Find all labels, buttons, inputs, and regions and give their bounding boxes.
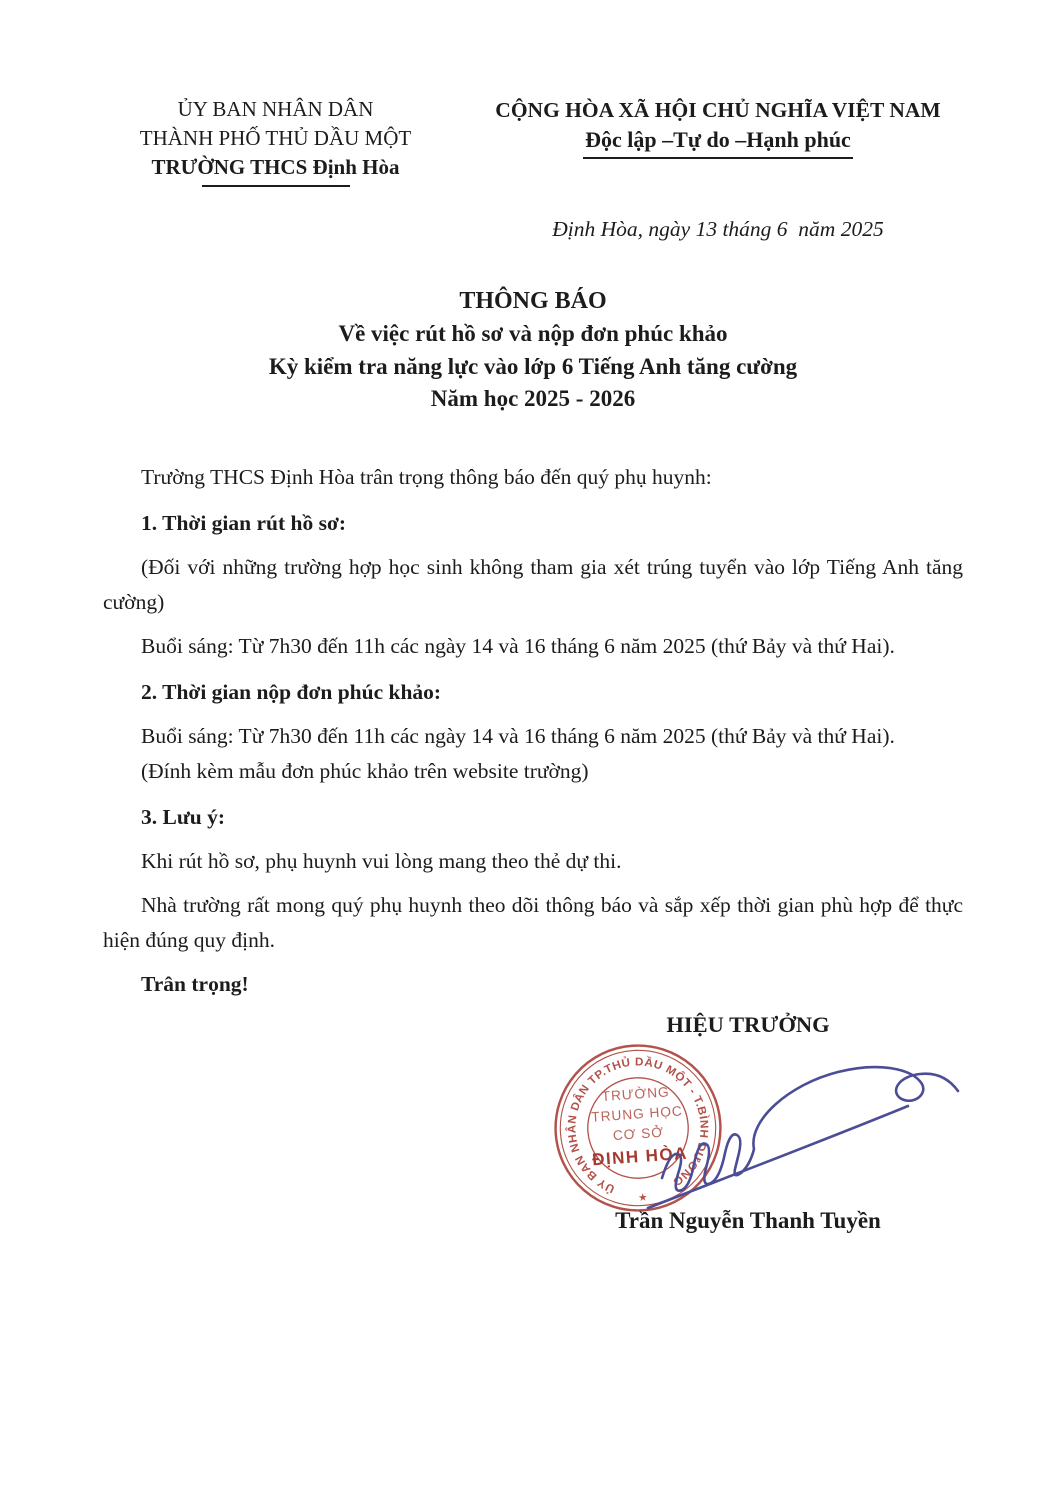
- national-motto: Độc lập –Tự do –Hạnh phúc: [583, 125, 853, 159]
- school-name: TRƯỜNG THCS Định Hòa: [151, 154, 400, 179]
- stamp-center-line-1: TRƯỜNG: [601, 1084, 671, 1105]
- stamp-and-signature-zone: [533, 1038, 963, 1208]
- document-subtitle-3: Năm học 2025 - 2026: [430, 386, 636, 412]
- national-title: CỘNG HÒA XÃ HỘI CHỦ NGHĨA VIỆT NAM: [495, 98, 941, 122]
- stamp-star-icon: ★: [637, 1192, 648, 1205]
- document-title: THÔNG BÁO: [459, 287, 607, 314]
- section-3-paragraph-2: Nhà trường rất mong quý phụ huynh theo dõi thông báo và sắp xếp thời gian phù hợp để thực hiện đúng quy định.: [103, 892, 963, 952]
- signature-strokes: [648, 1067, 958, 1208]
- stamp-center-line-3: CƠ SỞ: [612, 1124, 665, 1144]
- signer-name: Trần Nguyễn Thanh Tuyền: [615, 1207, 881, 1233]
- header-left-underline: [202, 185, 350, 187]
- stamp-ring-text: ỦY BAN NHÂN DÂN TP.THỦ DẦU MỘT - T.BÌNH DƯƠNG: [566, 1056, 710, 1195]
- section-2-time: Buổi sáng: Từ 7h30 đến 11h các ngày 14 và 16 tháng 6 năm 2025 (thứ Bảy và thứ Hai).: [141, 723, 895, 748]
- national-motto-block: [473, 95, 963, 159]
- document-subtitle-1: Về việc rút hồ sơ và nộp đơn phúc khảo: [338, 320, 728, 346]
- signature-block: [533, 1012, 963, 1234]
- issuing-authority-block: [103, 95, 448, 187]
- closing-line: Trân trọng!: [141, 971, 249, 996]
- section-2-note: (Đính kèm mẫu đơn phúc khảo trên website trường): [141, 758, 589, 783]
- section-3-paragraph-1: Khi rút hồ sơ, phụ huynh vui lòng mang theo thẻ dự thi.: [141, 848, 622, 873]
- document-subtitle-2: Kỳ kiểm tra năng lực vào lớp 6 Tiếng Anh tăng cường: [268, 353, 798, 379]
- section-2-heading: 2. Thời gian nộp đơn phúc khảo:: [141, 679, 442, 704]
- section-1-heading: 1. Thời gian rút hồ sơ:: [141, 510, 347, 535]
- section-3-heading: 3. Lưu ý:: [141, 804, 225, 829]
- stamp-school-name: ĐỊNH HÒA: [591, 1143, 689, 1170]
- title-block: [103, 284, 963, 416]
- section-1-note: (Đối với những trường hợp học sinh không tham gia xét trúng tuyển vào lớp Tiếng Anh tăng cường): [103, 554, 963, 614]
- authority-line-1: ỦY BAN NHÂN DÂN: [177, 97, 374, 121]
- authority-line-2: THÀNH PHỐ THỦ DẦU MỘT: [139, 125, 412, 150]
- section-1-time: Buổi sáng: Từ 7h30 đến 11h các ngày 14 và 16 tháng 6 năm 2025 (thứ Bảy và thứ Hai).: [141, 633, 895, 658]
- document-header: [103, 95, 963, 187]
- intro-paragraph: Trường THCS Định Hòa trân trọng thông báo đến quý phụ huynh:: [141, 464, 712, 489]
- place-date-line: Định Hòa, ngày 13 tháng 6 năm 2025: [552, 216, 884, 241]
- document-body: [103, 460, 963, 1002]
- signer-title: HIỆU TRƯỞNG: [666, 1011, 830, 1037]
- stamp-center-line-2: TRUNG HỌC: [590, 1103, 684, 1125]
